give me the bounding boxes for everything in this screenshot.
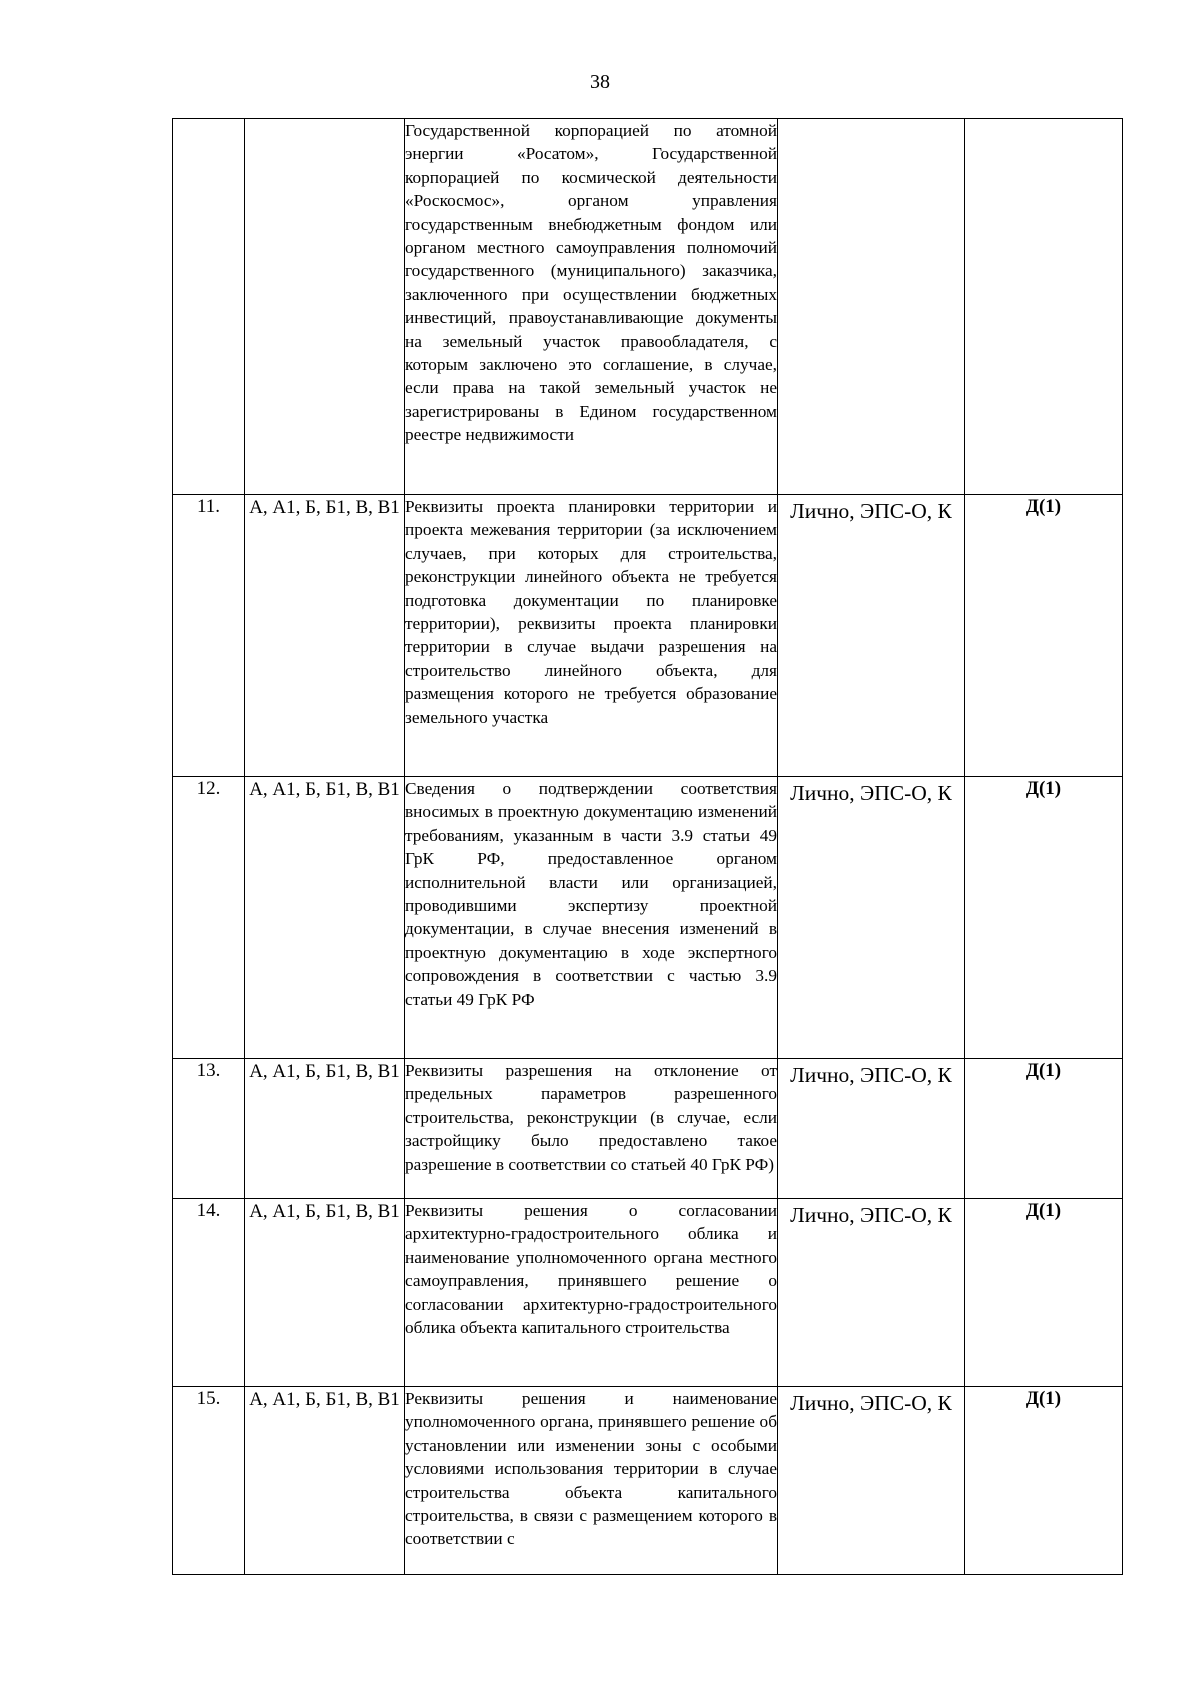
row-method: Лично, ЭПС-О, К — [778, 1387, 965, 1575]
table-row — [173, 1059, 1123, 1199]
row-method — [778, 119, 965, 495]
row-categories: А, А1, Б, Б1, В, В1 — [245, 1059, 405, 1199]
table-row — [173, 1199, 1123, 1387]
row-note: Д(1) — [965, 777, 1123, 1059]
row-note — [965, 119, 1123, 495]
row-description: Государственной корпорацией по атомной энергии «Росатом», Государственной корпорацией по космической деятельности «Роскосмос», органом управления государственным внебюджетным фондом или органом местного самоуправления полномочий государственного (муниципального) заказчика, заключенного при осуществлении бюджетных инвестиций, правоустанавливающие документы на земельный участок правообладателя, с которым заключено это соглашение, в случае, если права на такой земельный участок не зарегистрированы в Едином государственном реестре недвижимости — [405, 119, 778, 495]
requirements-table — [172, 118, 1123, 1575]
table-row — [173, 495, 1123, 777]
row-description: Реквизиты разрешения на отклонение от предельных параметров разрешенного строительства, реконструкции (в случае, если застройщику было предоставлено такое разрешение в соответствии со статьей 40 ГрК РФ) — [405, 1059, 778, 1199]
row-categories — [245, 119, 405, 495]
page-number: 38 — [590, 71, 610, 93]
row-number — [173, 119, 245, 495]
row-note: Д(1) — [965, 1199, 1123, 1387]
row-description: Реквизиты решения о согласовании архитектурно-градостроительного облика и наименование уполномоченного органа местного самоуправления, принявшего решение о согласовании архитектурно-градостроительного облика объекта капитального строительства — [405, 1199, 778, 1387]
row-method: Лично, ЭПС-О, К — [778, 495, 965, 777]
row-number: 13. — [173, 1059, 245, 1199]
row-number: 14. — [173, 1199, 245, 1387]
row-number: 11. — [173, 495, 245, 777]
row-description: Реквизиты решения и наименование уполномоченного органа, принявшего решение об установлении или изменении зоны с особыми условиями использования территории в случае строительства объекта капитального строительства, в связи с размещением которого в соответствии с — [405, 1387, 778, 1575]
row-number: 15. — [173, 1387, 245, 1575]
table-row — [173, 777, 1123, 1059]
row-method: Лично, ЭПС-О, К — [778, 1059, 965, 1199]
row-categories: А, А1, Б, Б1, В, В1 — [245, 777, 405, 1059]
row-method: Лично, ЭПС-О, К — [778, 777, 965, 1059]
table-row — [173, 119, 1123, 495]
row-note: Д(1) — [965, 1387, 1123, 1575]
row-method: Лично, ЭПС-О, К — [778, 1199, 965, 1387]
row-categories: А, А1, Б, Б1, В, В1 — [245, 495, 405, 777]
row-description: Реквизиты проекта планировки территории и проекта межевания территории (за исключением случаев, при которых для строительства, реконструкции линейного объекта не требуется подготовка документации по планировке территории), реквизиты проекта планировки территории в случае выдачи разрешения на строительство линейного объекта, для размещения которого не требуется образование земельного участка — [405, 495, 778, 777]
row-note: Д(1) — [965, 1059, 1123, 1199]
row-note: Д(1) — [965, 495, 1123, 777]
row-description: Сведения о подтверждении соответствия вносимых в проектную документацию изменений требованиям, указанным в части 3.9 статьи 49 ГрК РФ, предоставленное органом исполнительной власти или организацией, проводившими экспертизу проектной документации, в случае внесения изменений в проектную документацию в ходе экспертного сопровождения в соответствии с частью 3.9 статьи 49 ГрК РФ — [405, 777, 778, 1059]
row-categories: А, А1, Б, Б1, В, В1 — [245, 1199, 405, 1387]
row-categories: А, А1, Б, Б1, В, В1 — [245, 1387, 405, 1575]
row-number: 12. — [173, 777, 245, 1059]
table-row — [173, 1387, 1123, 1575]
